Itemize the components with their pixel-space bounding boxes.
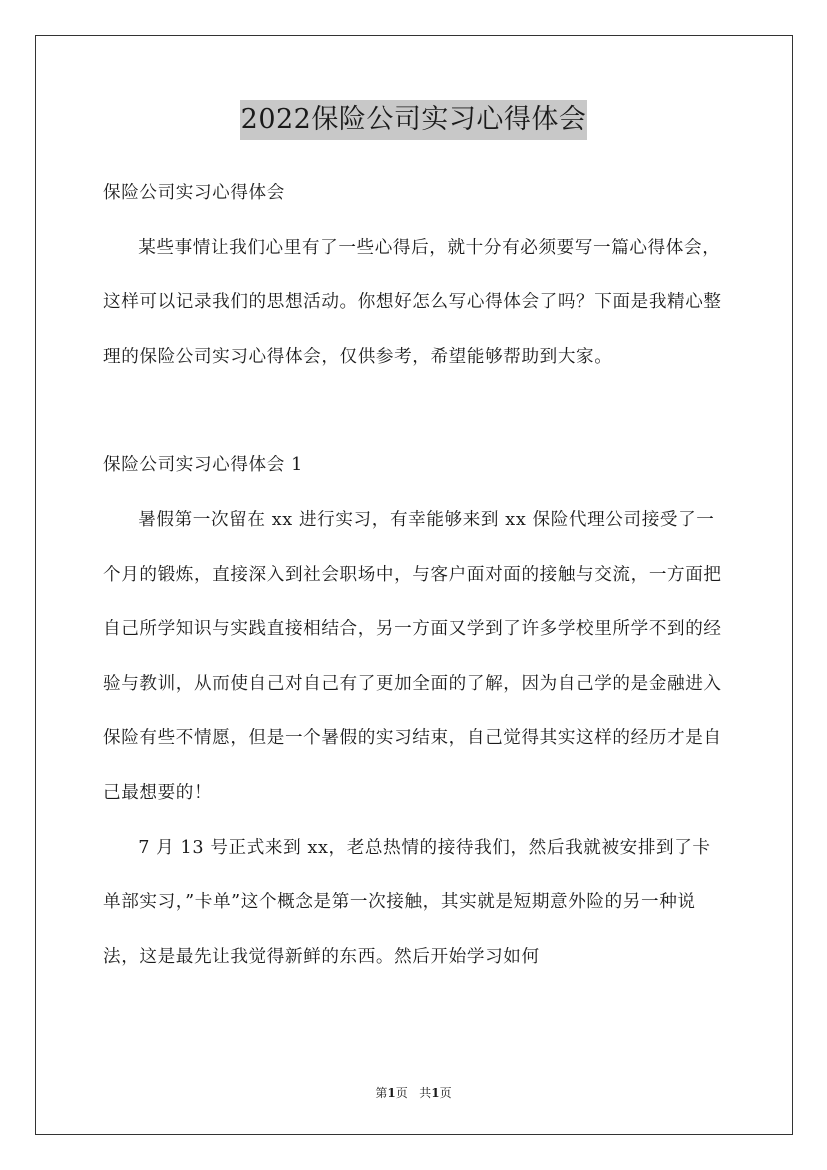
- section1-heading: 保险公司实习心得体会 1: [103, 455, 303, 476]
- page-number: 1: [387, 1086, 396, 1100]
- total-prefix: 共: [419, 1086, 432, 1100]
- page-footer: [0, 1084, 827, 1102]
- document-body: [103, 166, 727, 984]
- page-prefix: 第: [375, 1086, 388, 1100]
- total-number: 1: [431, 1086, 440, 1100]
- intro-heading: 保险公司实习心得体会: [103, 183, 285, 203]
- total-suffix: 页: [439, 1086, 452, 1100]
- paragraph-gap: [103, 384, 727, 438]
- document-title: 2022保险公司实习心得体会: [240, 100, 588, 140]
- intro-paragraph: 某些事情让我们心里有了一些心得后，就十分有必须要写一篇心得体会，这样可以记录我们的思想活动。你想好怎么写心得体会了吗？下面是我精心整理的保险公司实习心得体会，仅供参考，希望能够帮助到大家。: [103, 237, 722, 367]
- section1-paragraph-1: 暑假第一次留在 xx 进行实习，有幸能够来到 xx 保险代理公司接受了一个月的锻炼，直接深入到社会职场中，与客户面对面的接触与交流，一方面把自己所学知识与实践直接相结合，另一方面又学到了许多学校里所学不到的经验与教训，从而使自己对自己有了更加全面的了解，因为自己学的是金融进入保险有些不情愿，但是一个暑假的实习结束，自己觉得其实这样的经历才是自己最想要的！: [103, 509, 722, 803]
- page-suffix: 页: [395, 1086, 408, 1100]
- section1-paragraph-2: 7 月 13 号正式来到 xx，老总热情的接待我们，然后我就被安排到了卡单部实习，”卡单”这个概念是第一次接触，其实就是短期意外险的另一种说法，这是最先让我觉得新鲜的东西。然后开始学习如何: [103, 837, 711, 967]
- title-container: [0, 100, 827, 140]
